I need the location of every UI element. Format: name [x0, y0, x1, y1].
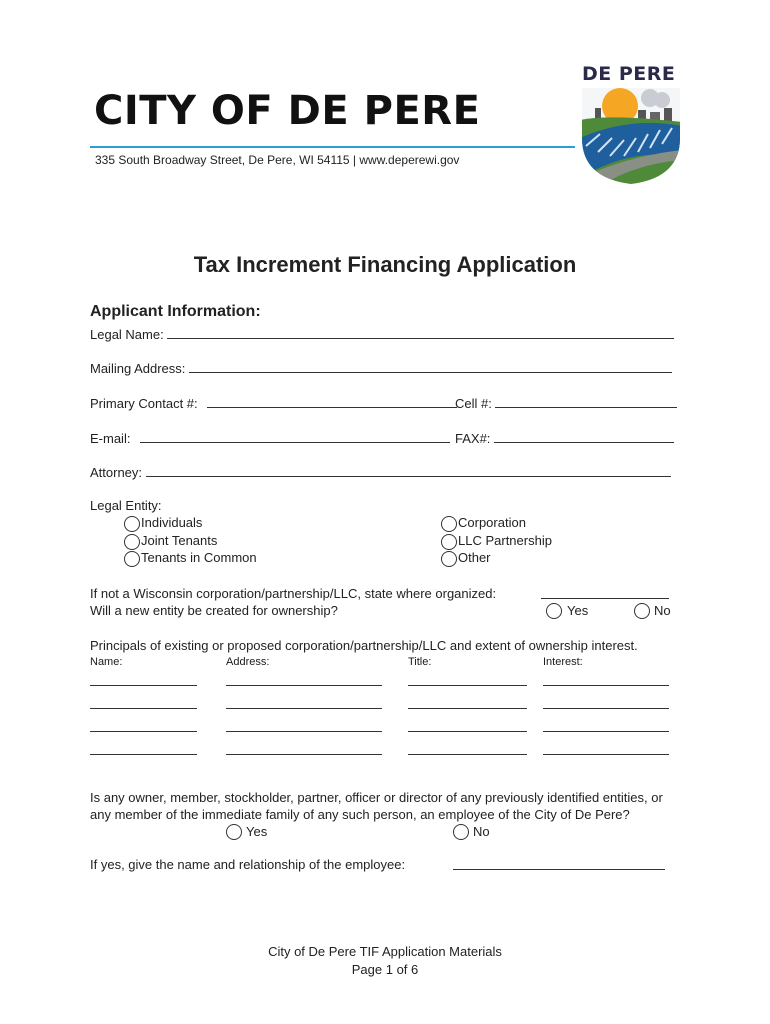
principal-2-name-field[interactable]	[90, 696, 197, 709]
primary-contact-row	[90, 395, 457, 411]
principal-1-address-field[interactable]	[226, 673, 382, 686]
principal-2-address-field[interactable]	[226, 696, 382, 709]
legal-name-row	[90, 326, 674, 342]
attorney-field[interactable]	[146, 464, 671, 477]
header-rule	[90, 146, 575, 148]
not-wisconsin-question: If not a Wisconsin corporation/partnership/LLC, state where organized:	[90, 586, 497, 601]
principal-3-interest-field[interactable]	[543, 719, 669, 732]
principal-3-title-field[interactable]	[408, 719, 527, 732]
legal-name-label: Legal Name:	[90, 327, 164, 342]
radio-llc-partnership[interactable]	[441, 534, 457, 550]
new-entity-no-label: No	[654, 603, 671, 618]
mailing-address-field[interactable]	[189, 360, 672, 373]
option-tenants-in-common-label: Tenants in Common	[141, 550, 257, 565]
principal-1-interest-field[interactable]	[543, 673, 669, 686]
attorney-row	[90, 464, 671, 480]
state-organized-field[interactable]	[541, 586, 669, 604]
principal-1-name-field[interactable]	[90, 673, 197, 686]
radio-employee-no[interactable]	[453, 824, 469, 840]
col-address-header: Address:	[226, 656, 270, 668]
principals-intro: Principals of existing or proposed corporation/partnership/LLC and extent of ownership interest.	[90, 638, 638, 653]
principal-4-interest-field[interactable]	[543, 742, 669, 755]
principal-1-title-field[interactable]	[408, 673, 527, 686]
principal-3-name-field[interactable]	[90, 719, 197, 732]
option-joint-tenants-label: Joint Tenants	[141, 533, 218, 548]
radio-new-entity-no[interactable]	[634, 603, 650, 619]
primary-contact-field[interactable]	[207, 395, 457, 408]
col-title-header: Title:	[408, 656, 432, 668]
form-title: Tax Increment Financing Application	[193, 252, 577, 277]
page-number: Page 1 of 6	[351, 962, 419, 977]
logo-text: DE PERE	[582, 63, 676, 85]
employee-if-yes-label: If yes, give the name and relationship of the employee:	[90, 857, 406, 872]
employee-no-label: No	[473, 824, 490, 839]
email-row	[90, 430, 450, 446]
city-logo-icon	[580, 86, 682, 186]
option-llc-partnership-label: LLC Partnership	[458, 533, 552, 548]
cell-label: Cell #:	[455, 396, 492, 411]
radio-employee-yes[interactable]	[226, 824, 242, 840]
option-corporation-label: Corporation	[458, 515, 526, 530]
fax-row	[455, 430, 674, 446]
cell-field[interactable]	[495, 395, 677, 408]
principal-3-address-field[interactable]	[226, 719, 382, 732]
cell-row	[455, 395, 677, 411]
attorney-label: Attorney:	[90, 465, 143, 480]
radio-new-entity-yes[interactable]	[546, 603, 562, 619]
principal-4-name-field[interactable]	[90, 742, 197, 755]
employee-question-line1: Is any owner, member, stockholder, partner, officer or director of any previously identified entities, or	[90, 790, 663, 805]
col-name-header: Name:	[90, 656, 123, 668]
option-other-label: Other	[458, 550, 491, 565]
principal-4-address-field[interactable]	[226, 742, 382, 755]
new-entity-yes-label: Yes	[567, 603, 589, 618]
radio-tenants-in-common[interactable]	[124, 551, 140, 567]
principal-4-title-field[interactable]	[408, 742, 527, 755]
email-label: E-mail:	[90, 431, 131, 446]
section-applicant-title: Applicant Information:	[90, 303, 261, 320]
employee-name-relationship-field[interactable]	[453, 857, 665, 875]
city-title: CITY OF DE PERE	[94, 88, 481, 134]
col-interest-header: Interest:	[543, 656, 583, 668]
primary-contact-label: Primary Contact #:	[90, 396, 198, 411]
fax-field[interactable]	[494, 430, 674, 443]
legal-name-field[interactable]	[167, 326, 674, 339]
new-entity-question: Will a new entity be created for ownership?	[90, 603, 338, 618]
legal-entity-label: Legal Entity:	[90, 498, 162, 513]
mailing-address-row	[90, 360, 672, 376]
email-field[interactable]	[140, 430, 450, 443]
employee-yes-label: Yes	[246, 824, 268, 839]
footer-title: City of De Pere TIF Application Materials	[268, 944, 502, 959]
radio-corporation[interactable]	[441, 516, 457, 532]
header-address: 335 South Broadway Street, De Pere, WI 54115 | www.deperewi.gov	[95, 153, 460, 167]
employee-question-line2: any member of the immediate family of any such person, an employee of the City of De Pere?	[90, 807, 630, 822]
mailing-address-label: Mailing Address:	[90, 361, 186, 376]
radio-other[interactable]	[441, 551, 457, 567]
principal-2-interest-field[interactable]	[543, 696, 669, 709]
option-individuals-label: Individuals	[141, 515, 203, 530]
fax-label: FAX#:	[455, 431, 491, 446]
radio-individuals[interactable]	[124, 516, 140, 532]
radio-joint-tenants[interactable]	[124, 534, 140, 550]
principal-2-title-field[interactable]	[408, 696, 527, 709]
